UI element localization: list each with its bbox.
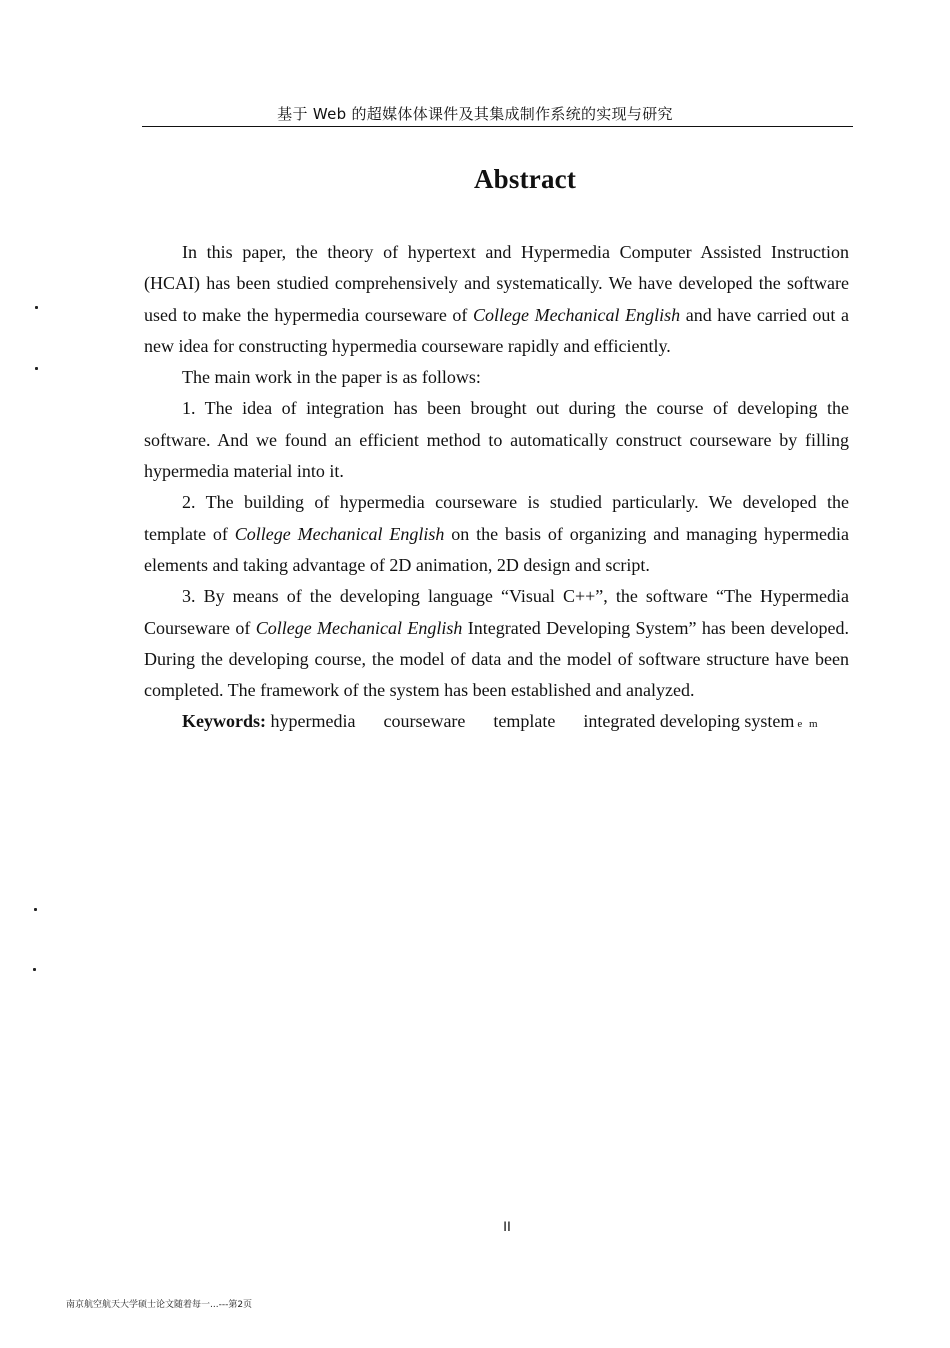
keyword-trailing-marks: e m bbox=[797, 718, 820, 731]
keywords-line: Keywords: hypermedia courseware template integrated developing system e m bbox=[144, 706, 849, 740]
work-item-2: 2. The building of hypermedia courseware is studied particularly. We developed the template of College Mechanical English on the basis of organizing and managing hypermedia elements and taking advantage of 2D animation, 2D design and script. bbox=[144, 492, 849, 575]
scan-speck bbox=[35, 306, 38, 309]
keyword-item: courseware bbox=[383, 711, 466, 732]
keyword-item: template bbox=[493, 711, 556, 732]
page-number: II bbox=[503, 1218, 511, 1234]
running-header: 基于 Web 的超媒体体课件及其集成制作系统的实现与研究 bbox=[277, 105, 673, 123]
abstract-title: Abstract bbox=[473, 164, 577, 194]
scan-speck bbox=[34, 908, 37, 911]
scan-speck bbox=[35, 367, 38, 370]
header-rule bbox=[142, 126, 853, 127]
keyword-item: integrated developing system bbox=[583, 711, 795, 732]
footer-note: 南京航空航天大学硕士论文随着每一...---第2页 bbox=[66, 1300, 253, 1310]
keywords-label: Keywords bbox=[182, 711, 260, 732]
abstract-paragraph-1: In this paper, the theory of hypertext and Hypermedia Computer Assisted Instruction (HCAI) has been studied comprehensively and systematically. We have developed the software used to make the hypermedia courseware of College Mechanical English and have carried out a new idea for constructing hypermedia courseware rapidly and efficiently. bbox=[144, 242, 850, 356]
work-item-3: 3. By means of the developing language “Visual C++”, the software “The Hypermedia Courseware of College Mechanical English Integrated Developing System” has been developed. During the developing course, the model of data and the model of software structure have been completed. The framework of the system has been established and analyzed. bbox=[144, 586, 850, 701]
main-work-intro: The main work in the paper is as follows: bbox=[182, 367, 481, 388]
keyword-item: hypermedia bbox=[270, 711, 356, 732]
abstract-body bbox=[144, 237, 849, 741]
work-item-1: 1. The idea of integration has been brought out during the course of developing the software. And we found an efficient method to automatically construct courseware by filling hypermedia material into it. bbox=[144, 398, 849, 482]
scan-speck bbox=[33, 968, 36, 971]
